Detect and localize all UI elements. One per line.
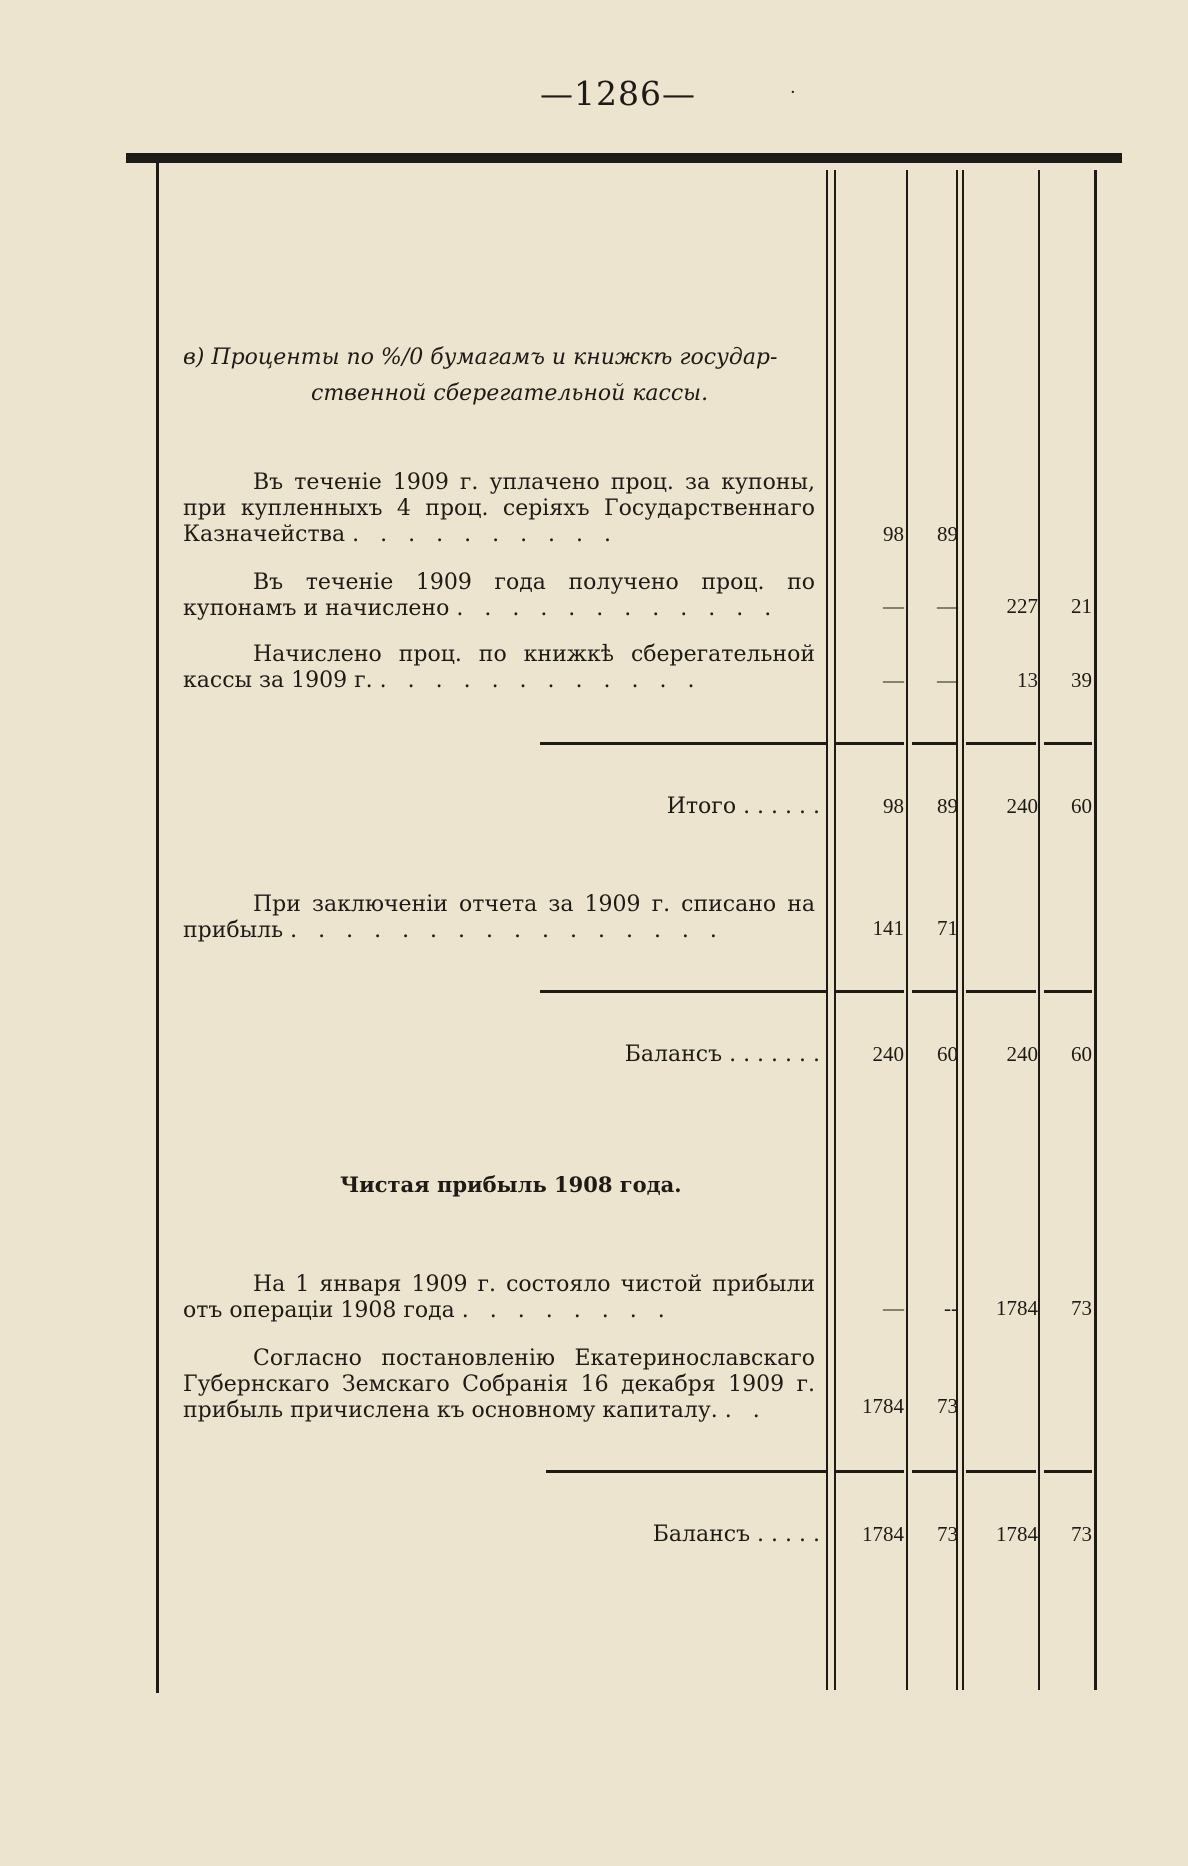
balance-rule [834, 1470, 904, 1473]
balance-label: Балансъ . . . . . . . [624, 1042, 820, 1067]
debit-rub: — [883, 594, 904, 618]
entry-written-off [183, 892, 815, 944]
balance-credit-kop: 60 [1071, 1042, 1092, 1066]
debit-kop: 89 [937, 522, 958, 546]
total-rule [540, 742, 826, 745]
total-credit-kop: 60 [1071, 794, 1092, 818]
entry-text: Въ теченіе 1909 г. уплачено проц. за купоны, при купленныхъ 4 проц. серіяхъ Государственнаго Казначейства [183, 470, 815, 547]
balance-rule [966, 1470, 1036, 1473]
credit-kop: 21 [1071, 594, 1092, 618]
credit-rub-rule [1038, 170, 1040, 1690]
total-debit-rub: 98 [883, 794, 904, 818]
heading-line-1: в) Проценты по %/0 бумагамъ и книжкѣ государ- [183, 345, 778, 370]
entry-coupons-received [183, 570, 815, 622]
entry-net-profit [183, 1272, 815, 1324]
debit-kop-rule-inner [962, 170, 964, 1690]
entry-text: На 1 января 1909 г. состояло чистой прибыли отъ операціи 1908 года [183, 1272, 815, 1323]
balance-rule [912, 1470, 956, 1473]
balance-rule [1044, 990, 1092, 993]
balance-rule [540, 990, 826, 993]
debit-kop: -- [944, 1296, 958, 1320]
total-rule [1044, 742, 1092, 745]
balance-rule [1044, 1470, 1092, 1473]
text-col-rule-inner [834, 170, 836, 1690]
debit-kop: — [937, 594, 958, 618]
balance-debit-kop: 60 [937, 1042, 958, 1066]
credit-kop: 39 [1071, 668, 1092, 692]
balance-rule [912, 990, 956, 993]
balance-rule [966, 990, 1036, 993]
entry-savings-interest [183, 642, 815, 694]
page-number: —1286— [540, 74, 696, 113]
entry-leader: . . . . . . . . . . . . [379, 668, 702, 693]
balance-credit-rub: 240 [1006, 1042, 1038, 1066]
entry-capitalized [183, 1346, 815, 1424]
balance-credit-rub: 1784 [996, 1522, 1038, 1546]
debit-kop: 73 [937, 1394, 958, 1418]
total-credit-rub: 240 [1006, 794, 1038, 818]
entry-coupons-paid [183, 470, 815, 548]
entry-text: При заключеніи отчета за 1909 г. списано на прибыль [183, 892, 815, 943]
total-rule [834, 742, 904, 745]
balance-rule [834, 990, 904, 993]
entry-text: Согласно постановленію Екатеринославскаго Губернскаго Земскаго Собранія 16 декабря 1909 г. прибыль причислена къ основному капиталу. [183, 1346, 815, 1423]
section-heading [183, 340, 823, 412]
debit-rub-rule [906, 170, 908, 1690]
balance-debit-rub: 1784 [862, 1522, 904, 1546]
credit-rub: 1784 [996, 1296, 1038, 1320]
entry-text: Въ теченіе 1909 года получено проц. по купонамъ и начислено [183, 570, 815, 621]
credit-kop: 73 [1071, 1296, 1092, 1320]
balance-debit-kop: 73 [937, 1522, 958, 1546]
entry-leader: . . [724, 1398, 767, 1423]
entry-text: Начислено проц. по книжкѣ сберегательной кассы за 1909 г. [183, 642, 815, 693]
entry-leader: . . . . . . . . . . . . . . . . [290, 918, 724, 943]
total-label: Итого . . . . . . [666, 794, 820, 819]
debit-rub: — [883, 1296, 904, 1320]
debit-rub: 98 [883, 522, 904, 546]
balance-credit-kop: 73 [1071, 1522, 1092, 1546]
right-rule [1094, 170, 1097, 1690]
debit-rub: 141 [872, 916, 904, 940]
debit-rub: 1784 [862, 1394, 904, 1418]
balance-rule [546, 1470, 826, 1473]
section-subtitle: Чистая прибыль 1908 года. [340, 1172, 682, 1197]
ink-dot: · [790, 82, 796, 103]
entry-leader: . . . . . . . . . . . . [456, 596, 779, 621]
entry-leader: . . . . . . . . [461, 1298, 672, 1323]
top-rule [126, 153, 1122, 163]
balance-label: Балансъ . . . . . [652, 1522, 820, 1547]
total-rule [912, 742, 956, 745]
total-rule [966, 742, 1036, 745]
text-col-rule [826, 170, 828, 1690]
debit-kop: — [937, 668, 958, 692]
total-debit-kop: 89 [937, 794, 958, 818]
balance-debit-rub: 240 [872, 1042, 904, 1066]
heading-line-2: ственной сберегательной кассы. [311, 381, 709, 406]
left-rule [156, 163, 159, 1693]
credit-rub: 13 [1017, 668, 1038, 692]
debit-kop: 71 [937, 916, 958, 940]
debit-rub: — [883, 668, 904, 692]
entry-leader: . . . . . . . . . . [352, 522, 619, 547]
credit-rub: 227 [1006, 594, 1038, 618]
